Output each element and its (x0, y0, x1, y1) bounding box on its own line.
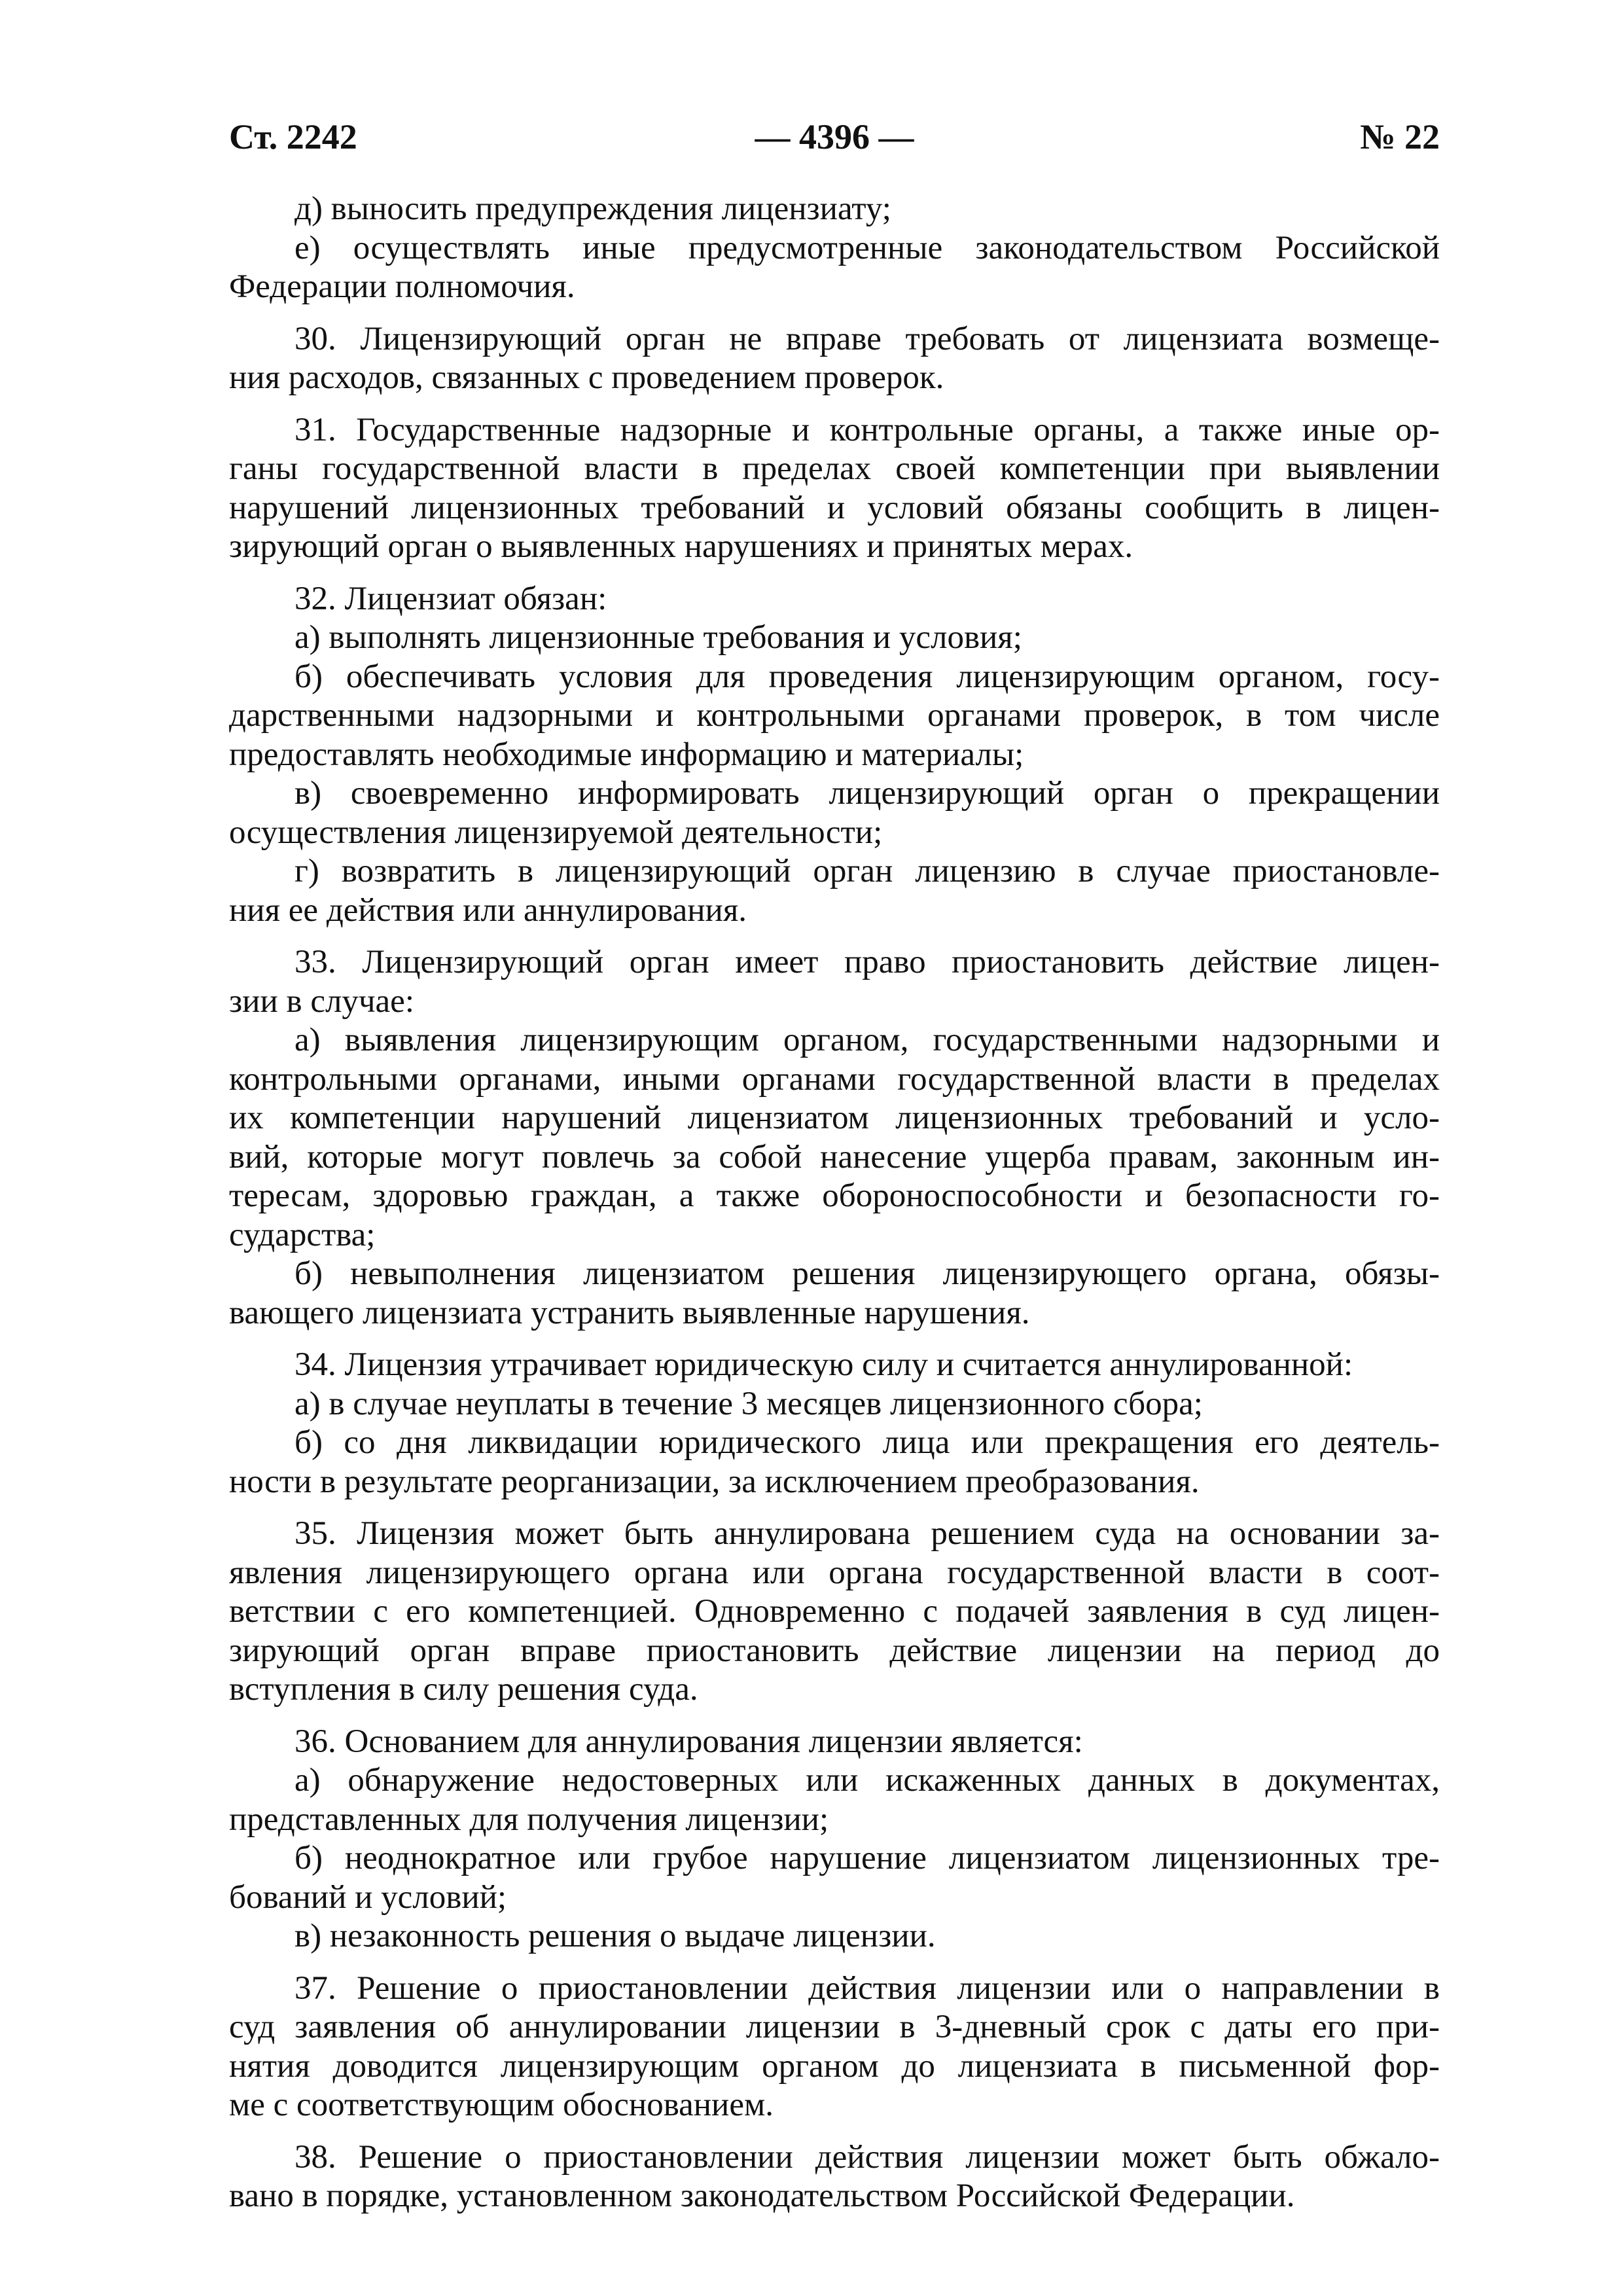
text-line: представленных для получения лицензии; (229, 1801, 829, 1838)
text-line: явления лицензирующего органа или органа государственной власти в соот- (229, 1554, 1440, 1591)
page-header (229, 117, 1440, 162)
paragraph (229, 658, 1440, 775)
text-line: ния расходов, связанных с проведением проверок. (229, 359, 944, 396)
text-line: вступления в силу решения суда. (229, 1671, 698, 1708)
text-line: сударства; (229, 1216, 376, 1253)
text-line: нятия доводится лицензирующим органом до лицензиата в письменной фор- (229, 2047, 1440, 2085)
text-line: 32. Лицензиат обязан: (294, 580, 607, 617)
text-line: а) обнаружение недостоверных или искаженных данных в документах, (294, 1762, 1440, 1799)
text-line: ния ее действия или аннулирования. (229, 891, 747, 929)
text-line: ме с соответствующим обоснованием. (229, 2087, 774, 2123)
paragraph (229, 852, 1440, 930)
section (229, 943, 1440, 1333)
article-number: Ст. 2242 (229, 117, 357, 156)
text-line: б) со дня ликвидации юридического лица или прекращения его деятель- (294, 1424, 1440, 1461)
section (229, 190, 1440, 307)
section (229, 411, 1440, 567)
text-line: зии в случае: (229, 982, 414, 1020)
text-line: суд заявления об аннулировании лицензии в 3-дневный срок с даты его при- (229, 2009, 1440, 2045)
paragraph (229, 320, 1440, 398)
text-line: зирующий орган о выявленных нарушениях и принятых мерах. (229, 528, 1133, 565)
section (229, 1723, 1440, 1956)
text-line: б) неоднократное или грубое нарушение лицензиатом лицензионных тре- (294, 1840, 1440, 1876)
text-line: ганы государственной власти в пределах своей компетенции при выявлении (229, 450, 1440, 487)
paragraph (229, 1969, 1440, 2125)
paragraph (229, 1255, 1440, 1333)
text-line: ветствии с его компетенцией. Одновременно с подачей заявления в суд лицен- (229, 1593, 1440, 1630)
text-line: б) невыполнения лицензиатом решения лицензирующего органа, обязы- (294, 1255, 1440, 1292)
paragraph (229, 1021, 1440, 1255)
paragraph (229, 943, 1440, 1021)
paragraph (229, 1723, 1440, 1762)
section (229, 1346, 1440, 1501)
text-line: 37. Решение о приостановлении действия лицензии или о направлении в (294, 1969, 1440, 2007)
text-line: 34. Лицензия утрачивает юридическую силу и считается аннулированной: (294, 1346, 1353, 1383)
section (229, 320, 1440, 398)
paragraph (229, 1515, 1440, 1710)
page-number: — 4396 — (755, 117, 914, 156)
section (229, 580, 1440, 931)
text-line: а) в случае неуплаты в течение 3 месяцев лицензионного сбора; (294, 1385, 1203, 1422)
text-line: ности в результате реорганизации, за исключением преобразования. (229, 1463, 1200, 1500)
document-body (229, 190, 1440, 2216)
text-line: Федерации полномочия. (229, 268, 575, 305)
paragraph (229, 580, 1440, 619)
text-line: их компетенции нарушений лицензиатом лицензионных требований и усло- (229, 1100, 1440, 1136)
paragraph (229, 1761, 1440, 1839)
paragraph (229, 2138, 1440, 2216)
text-line: контрольными органами, иными органами государственной власти в пределах (229, 1060, 1440, 1098)
text-line: вающего лицензиата устранить выявленные нарушения. (229, 1294, 1030, 1331)
text-line: 30. Лицензирующий орган не вправе требовать от лицензиата возмеще- (294, 320, 1440, 357)
text-line: д) выносить предупреждения лицензиату; (294, 190, 891, 227)
issue-number: № 22 (1360, 117, 1440, 156)
text-line: осуществления лицензируемой деятельности; (229, 814, 883, 851)
paragraph (229, 1917, 1440, 1956)
text-line: вий, которые могут повлечь за собой нанесение ущерба правам, законным ин- (229, 1138, 1440, 1175)
text-line: е) осуществлять иные предусмотренные законодательством Российской (294, 229, 1440, 266)
section (229, 1515, 1440, 1710)
text-line: в) незаконность решения о выдаче лицензии. (294, 1918, 936, 1954)
paragraph (229, 619, 1440, 658)
paragraph (229, 1346, 1440, 1385)
paragraph (229, 190, 1440, 229)
text-line: б) обеспечивать условия для проведения лицензирующим органом, госу- (294, 658, 1440, 695)
text-line: зирующий орган вправе приостановить действие лицензии на период до (229, 1632, 1440, 1669)
paragraph (229, 1424, 1440, 1501)
text-line: нарушений лицензионных требований и условий обязаны сообщить в лицен- (229, 489, 1440, 526)
section (229, 2138, 1440, 2216)
text-line: дарственными надзорными и контрольными органами проверок, в том числе (229, 697, 1440, 734)
text-line: 33. Лицензирующий орган имеет право приостановить действие лицен- (294, 944, 1440, 980)
text-line: 36. Основанием для аннулирования лицензии является: (294, 1723, 1083, 1760)
text-line: бований и условий; (229, 1878, 507, 1916)
paragraph (229, 1839, 1440, 1917)
text-line: а) выполнять лицензионные требования и условия; (294, 619, 1022, 656)
paragraph (229, 411, 1440, 567)
paragraph (229, 774, 1440, 852)
text-line: в) своевременно информировать лицензирующий орган о прекращении (294, 775, 1440, 812)
text-line: г) возвратить в лицензирующий орган лицензию в случае приостановле- (294, 853, 1440, 889)
section (229, 1969, 1440, 2125)
text-line: предоставлять необходимые информацию и материалы; (229, 736, 1024, 773)
text-line: 38. Решение о приостановлении действия лицензии может быть обжало- (294, 2138, 1440, 2176)
text-line: а) выявления лицензирующим органом, государственными надзорными и (294, 1022, 1440, 1058)
paragraph (229, 1385, 1440, 1424)
text-line: тересам, здоровью граждан, а также обороноспособности и безопасности го- (229, 1177, 1440, 1214)
paragraph (229, 229, 1440, 307)
text-line: 35. Лицензия может быть аннулирована решением суда на основании за- (294, 1515, 1440, 1552)
text-line: вано в порядке, установленном законодательством Российской Федерации. (229, 2178, 1295, 2214)
text-line: 31. Государственные надзорные и контрольные органы, а также иные ор- (294, 411, 1440, 448)
